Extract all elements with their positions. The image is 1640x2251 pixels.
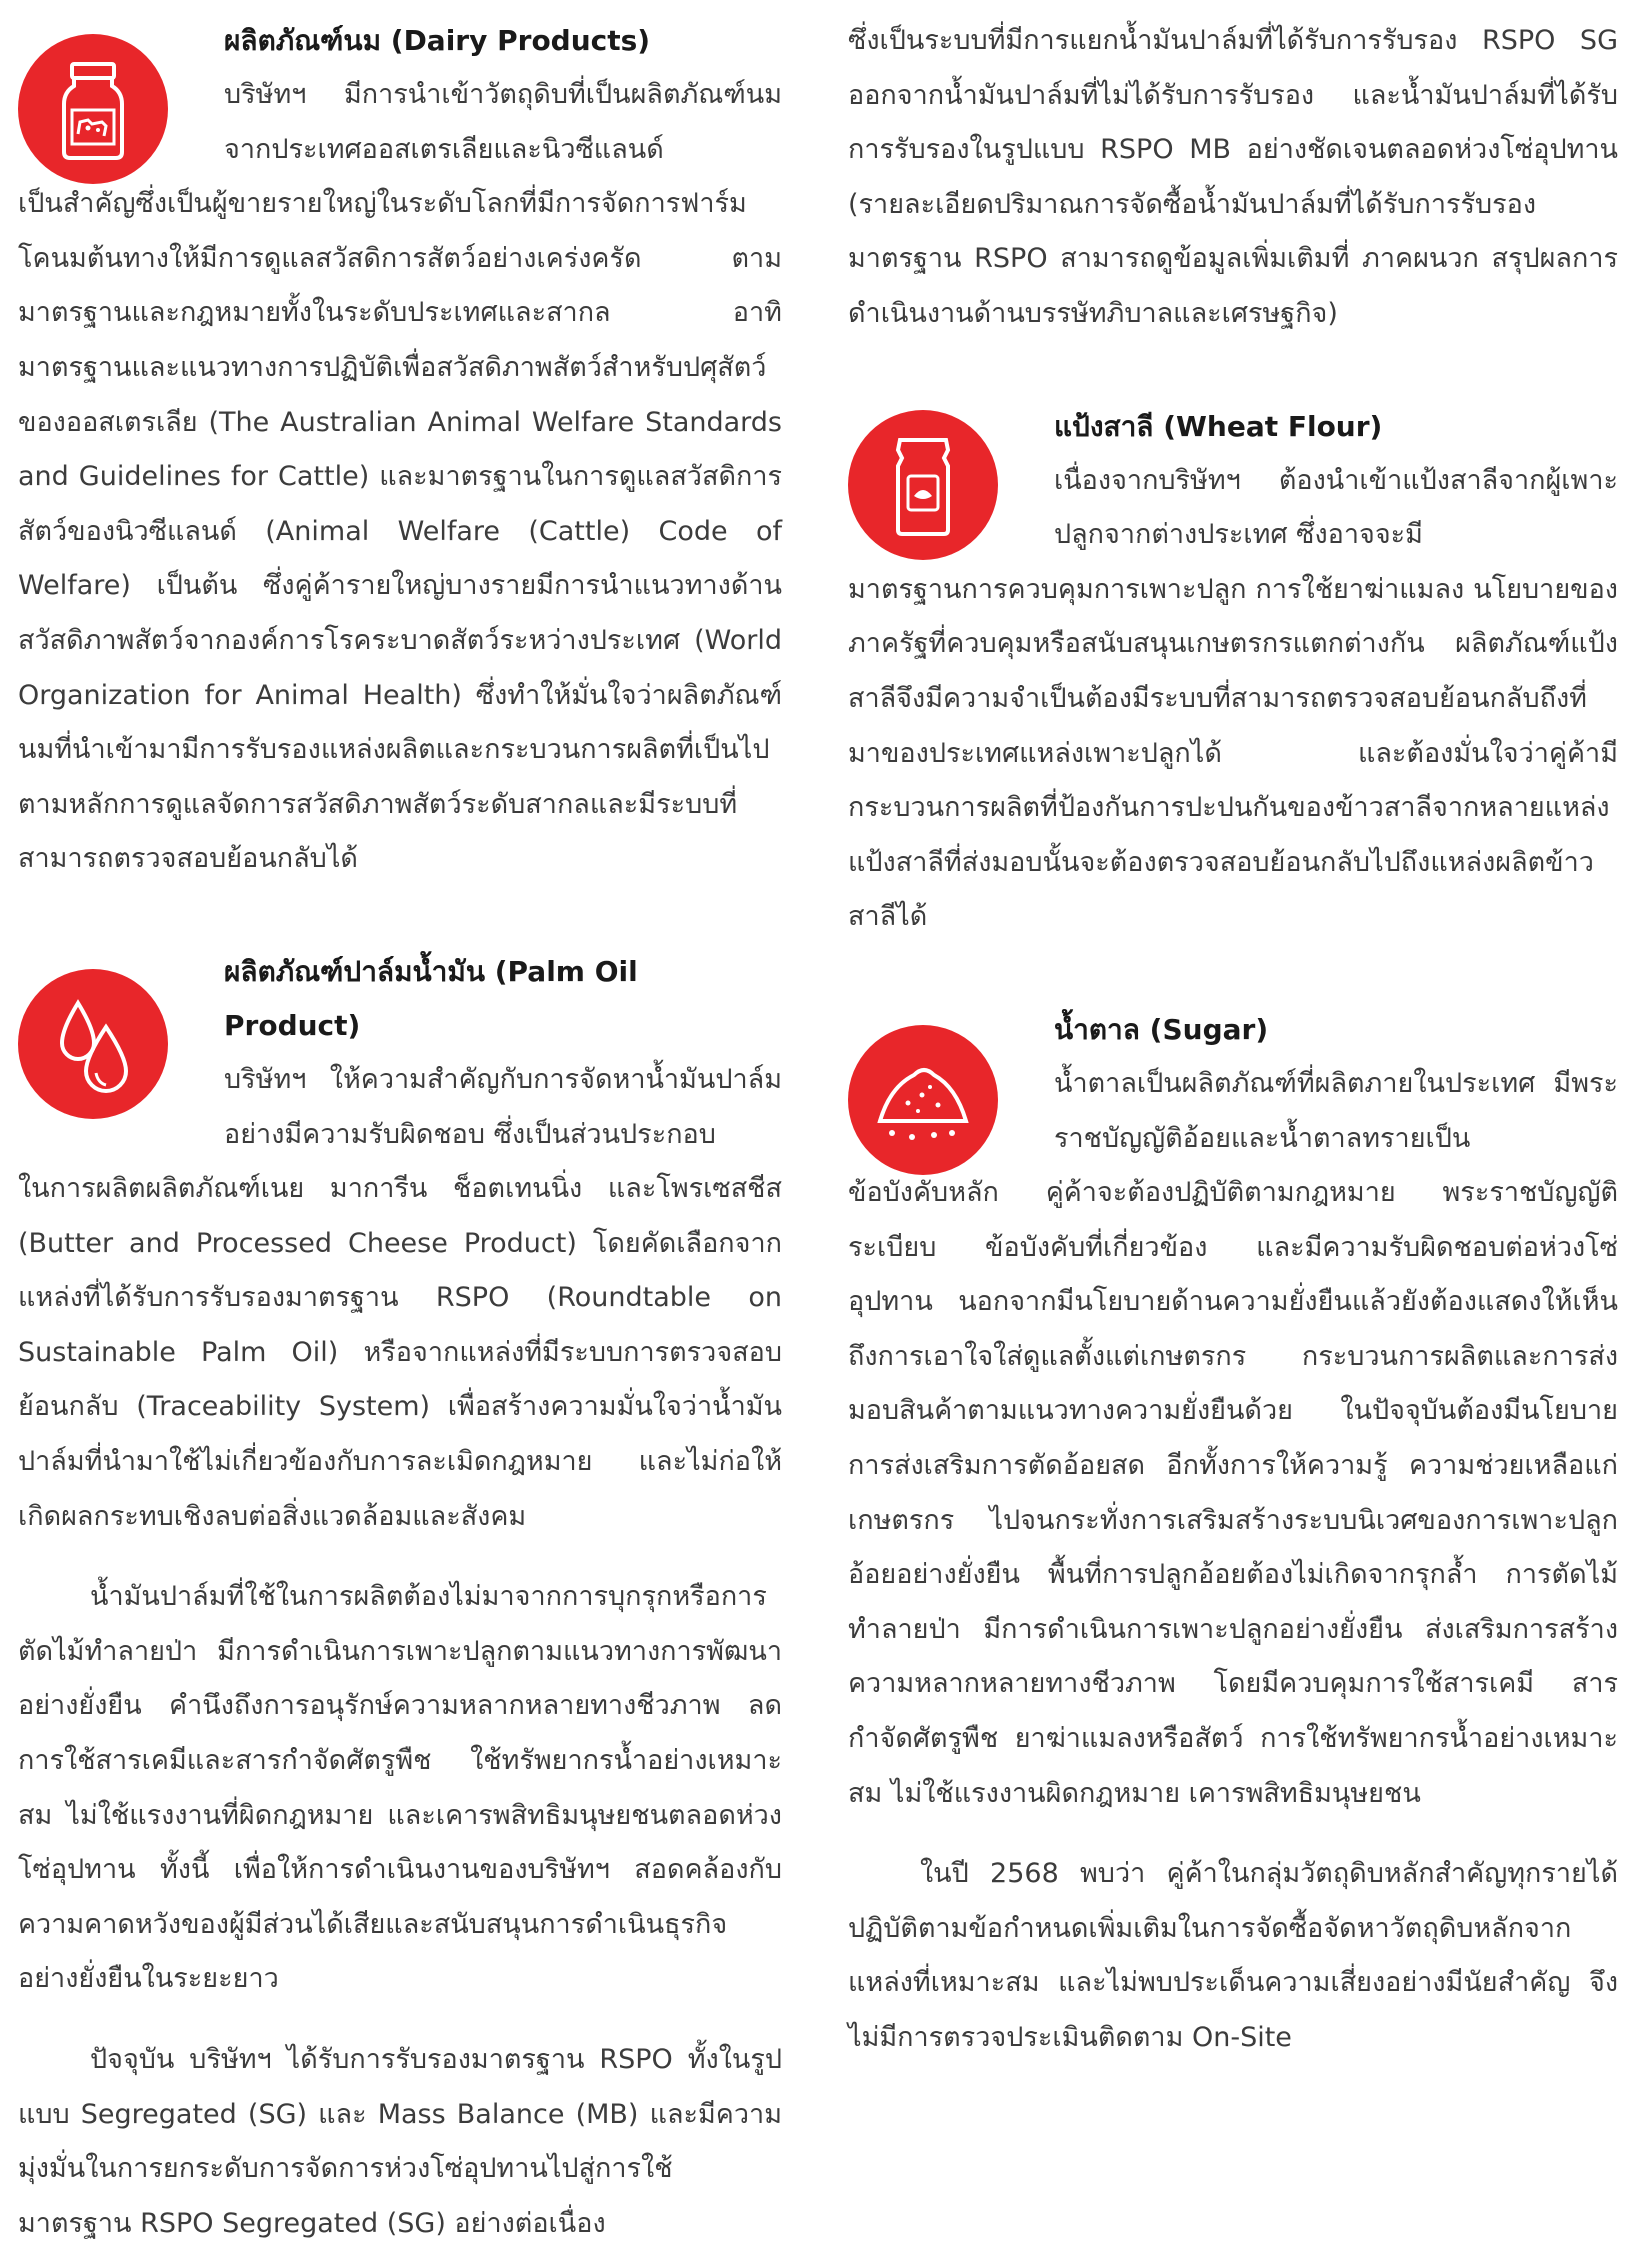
left-column bbox=[18, 14, 782, 2251]
sugar-intro: น้ำตาลเป็นผลิตภัณฑ์ที่ผลิตภายในประเทศ มีพระราชบัญญัติอ้อยและน้ำตาลทรายเป็น bbox=[1054, 1067, 1618, 1154]
palm-oil-intro: บริษัทฯ ให้ความสำคัญกับการจัดหาน้ำมันปาล์มอย่างมีความรับผิดชอบ ซึ่งเป็นส่วนประกอบ bbox=[224, 1063, 782, 1150]
flour-bag-icon bbox=[848, 410, 998, 560]
wheat-flour-title: แป้งสาลี (Wheat Flour) bbox=[1054, 409, 1383, 443]
palm-oil-section bbox=[18, 945, 782, 2251]
sugar-pile-icon bbox=[848, 1025, 998, 1175]
palm-oil-body: ในการผลิตผลิตภัณฑ์เนย มาการีน ช็อตเทนนิ่ง และโพรเซสชีส (Butter and Processed Cheese Product) โดยคัดเลือกจากแหล่งที่ได้รับการรับรองมาตรฐาน RSPO (Roundtable on Sustainable Palm Oil) หรือจากแหล่งที่มีระบบการตรวจสอบย้อนกลับ (Traceability System) เพื่อสร้างความมั่นใจว่าน้ำมันปาล์มที่นำมาใช้ไม่เกี่ยวข้องกับการละเมิดกฎหมาย และไม่ก่อให้เกิดผลกระทบเชิงลบต่อสิ่งแวดล้อมและสังคม bbox=[18, 1173, 782, 1532]
wheat-flour-intro: เนื่องจากบริษัทฯ ต้องนำเข้าแป้งสาลีจากผู้เพาะปลูกจากต่างประเทศ ซึ่งอาจจะมี bbox=[1054, 464, 1618, 551]
sugar-paragraph-2: ในปี 2568 พบว่า คู่ค้าในกลุ่มวัตถุดิบหลักสำคัญทุกรายได้ปฏิบัติตามข้อกำหนดเพิ่มเติมในการจัดซื้อจัดหาวัตถุดิบหลักจากแหล่งที่เหมาะสม และไม่พบประเด็นความเสี่ยงอย่างมีนัยสำคัญ จึงไม่มีการตรวจประเมินติดตาม On-Site bbox=[848, 1858, 1618, 2053]
milk-bottle-icon bbox=[18, 34, 168, 184]
dairy-title: ผลิตภัณฑ์นม (Dairy Products) bbox=[224, 24, 651, 57]
dairy-body: เป็นสำคัญซึ่งเป็นผู้ขายรายใหญ่ในระดับโลกที่มีการจัดการฟาร์มโคนมต้นทางให้มีการดูแลสวัสดิการสัตว์อย่างเคร่งครัด ตามมาตรฐานและกฎหมายทั้งในระดับประเทศและสากล อาทิ มาตรฐานและแนวทางการปฏิบัติเพื่อสวัสดิภาพสัตว์สำหรับปศุสัตว์ของออสเตรเลีย (The Australian Animal Welfare Standards and Guidelines for Cattle) และมาตรฐานในการดูแลสวัสดิการสัตว์ของนิวซีแลนด์ (Animal Welfare (Cattle) Code of Welfare) เป็นต้น ซึ่งคู่ค้ารายใหญ่บางรายมีการนำแนวทางด้านสวัสดิภาพสัตว์จากองค์การโรคระบาดสัตว์ระหว่างประเทศ (World Organization for Animal Health) ซึ่งทำให้มั่นใจว่าผลิตภัณฑ์นมที่นำเข้ามามีการรับรองแหล่งผลิตและกระบวนการผลิตที่เป็นไปตามหลักการดูแลจัดการสวัสดิภาพสัตว์ระดับสากลและมีระบบที่สามารถตรวจสอบย้อนกลับได้ bbox=[18, 188, 782, 875]
palm-oil-title: ผลิตภัณฑ์ปาล์มน้ำมัน (Palm Oil Product) bbox=[224, 954, 638, 1042]
palm-oil-continued: ซึ่งเป็นระบบที่มีการแยกน้ำมันปาล์มที่ได้รับการรับรอง RSPO SG ออกจากน้ำมันปาล์มที่ไม่ได้รับการรับรอง และน้ำมันปาล์มที่ได้รับการรับรองในรูปแบบ RSPO MB อย่างชัดเจนตลอดห่วงโซ่อุปทาน (รายละเอียดปริมาณการจัดซื้อน้ำมันปาล์มที่ได้รับการรับรองมาตรฐาน RSPO สามารถดูข้อมูลเพิ่มเติมที่ ภาคผนวก สรุปผลการดำเนินงานด้านบรรษัทภิบาลและเศรษฐกิจ) bbox=[848, 25, 1618, 329]
palm-oil-paragraph-3: ปัจจุบัน บริษัทฯ ได้รับการรับรองมาตรฐาน RSPO ทั้งในรูปแบบ Segregated (SG) และ Mass Balance (MB) และมีความมุ่งมั่นในการยกระดับการจัดการห่วงโซ่อุปทานไปสู่การใช้มาตรฐาน RSPO Segregated (SG) อย่างต่อเนื่อง bbox=[18, 2044, 782, 2239]
sugar-title: น้ำตาล (Sugar) bbox=[1054, 1012, 1269, 1046]
sugar-body: ข้อบังคับหลัก คู่ค้าจะต้องปฏิบัติตามกฎหมาย พระราชบัญญัติ ระเบียบ ข้อบังคับที่เกี่ยวข้อง และมีความรับผิดชอบต่อห่วงโซ่อุปทาน นอกจากมีนโยบายด้านความยั่งยืนแล้วยังต้องแสดงให้เห็นถึงการเอาใจใส่ดูแลตั้งแต่เกษตรกร กระบวนการผลิตและการส่งมอบสินค้าตามแนวทางความยั่งยืนด้วย ในปัจจุบันต้องมีนโยบายการส่งเสริมการตัดอ้อยสด อีกทั้งการให้ความรู้ ความช่วยเหลือแก่เกษตรกร ไปจนกระทั่งการเสริมสร้างระบบนิเวศของการเพาะปลูกอ้อยอย่างยั่งยืน พื้นที่การปลูกอ้อยต้องไม่เกิดจากรุกล้ำ การตัดไม้ทำลายป่า มีการดำเนินการเพาะปลูกอย่างยั่งยืน ส่งเสริมการสร้างความหลากหลายทางชีวภาพ โดยมีควบคุมการใช้สารเคมี สารกำจัดศัตรูพืช ยาฆ่าแมลงหรือสัตว์ การใช้ทรัพยากรน้ำอย่างเหมาะสม ไม่ใช้แรงงานผิดกฎหมาย เคารพสิทธิมนุษยชน bbox=[848, 1177, 1618, 1809]
oil-drops-icon bbox=[18, 969, 168, 1119]
dairy-section bbox=[18, 14, 782, 887]
dairy-intro: บริษัทฯ มีการนำเข้าวัตถุดิบที่เป็นผลิตภัณฑ์นมจากประเทศออสเตรเลียและนิวซีแลนด์ bbox=[224, 79, 782, 165]
wheat-flour-body: มาตรฐานการควบคุมการเพาะปลูก การใช้ยาฆ่าแมลง นโยบายของภาครัฐที่ควบคุมหรือสนับสนุนเกษตรกรแตกต่างกัน ผลิตภัณฑ์แป้งสาลีจึงมีความจำเป็นต้องมีระบบที่สามารถตรวจสอบย้อนกลับถึงที่มาของประเทศแหล่งเพาะปลูกได้ และต้องมั่นใจว่าคู่ค้ามีกระบวนการผลิตที่ป้องกันการปะปนกันของข้าวสาลีจากหลายแหล่ง แป้งสาลีที่ส่งมอบนั้นจะต้องตรวจสอบย้อนกลับไปถึงแหล่งผลิตข้าวสาลีได้ bbox=[848, 573, 1618, 933]
wheat-flour-section bbox=[848, 400, 1618, 945]
palm-oil-paragraph-2: น้ำมันปาล์มที่ใช้ในการผลิตต้องไม่มาจากการบุกรุกหรือการตัดไม้ทำลายป่า มีการดำเนินการเพาะปลูกตามแนวทางการพัฒนาอย่างยั่งยืน คำนึงถึงการอนุรักษ์ความหลากหลายทางชีวภาพ ลดการใช้สารเคมีและสารกำจัดศัตรูพืช ใช้ทรัพยากรน้ำอย่างเหมาะสม ไม่ใช้แรงงานที่ผิดกฎหมาย และเคารพสิทธิมนุษยชนตลอดห่วงโซ่อุปทาน ทั้งนี้ เพื่อให้การดำเนินงานของบริษัทฯ สอดคล้องกับความคาดหวังของผู้มีส่วนได้เสียและสนับสนุนการดำเนินธุรกิจอย่างยั่งยืนในระยะยาว bbox=[18, 1581, 782, 1995]
right-column bbox=[848, 14, 1618, 2066]
sugar-section bbox=[848, 1003, 1618, 2066]
